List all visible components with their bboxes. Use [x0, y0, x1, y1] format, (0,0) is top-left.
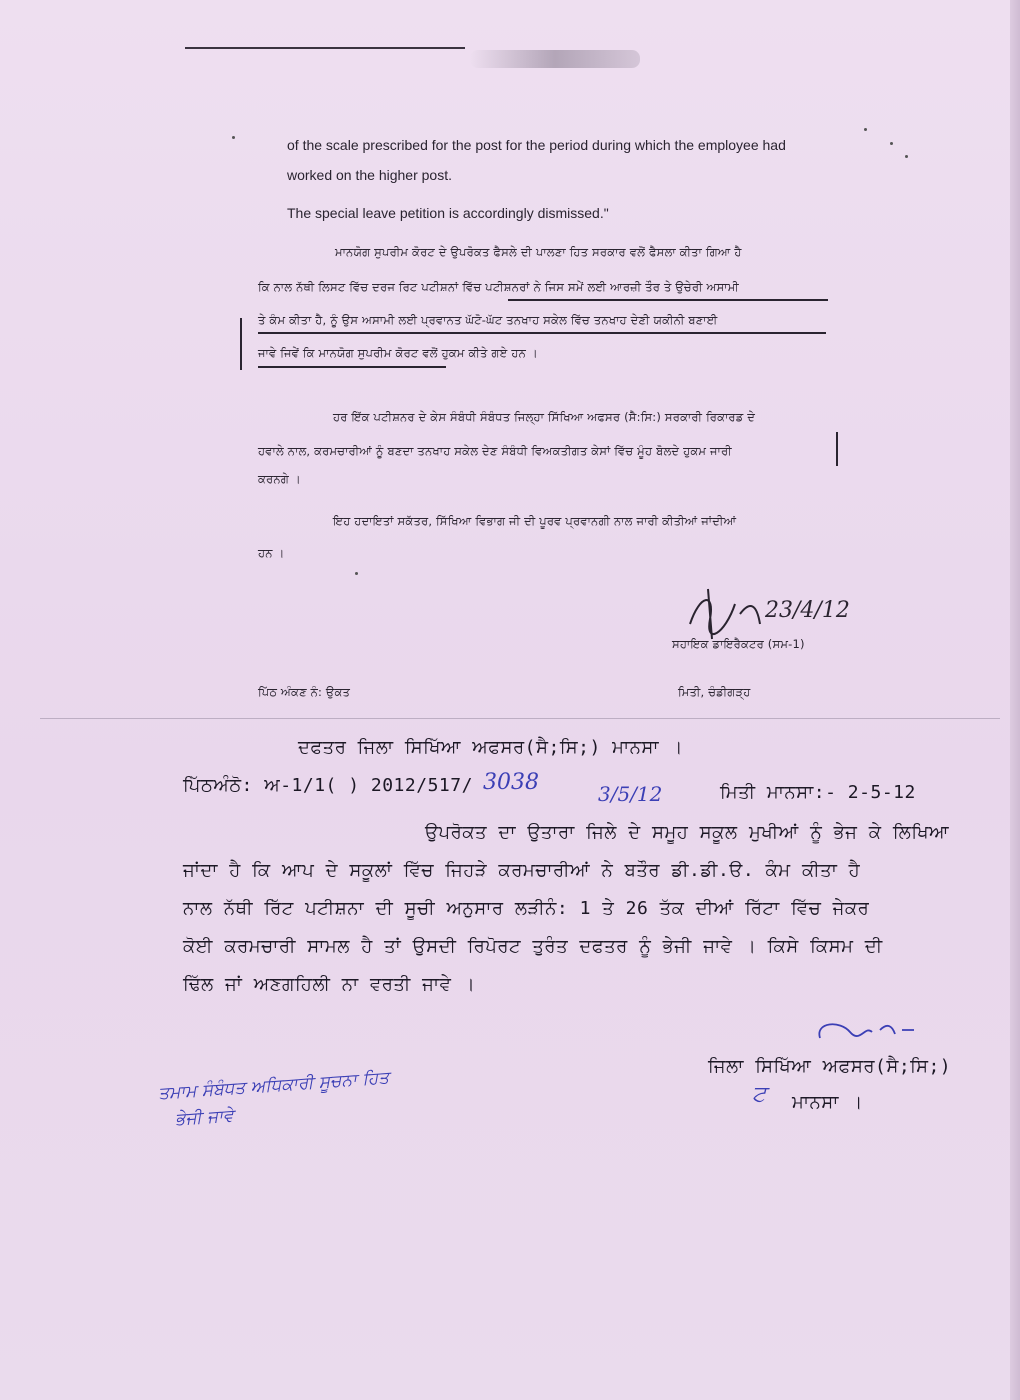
scan-speck — [355, 572, 358, 575]
paragraph-1-line-4: ਜਾਵੇ ਜਿਵੇਂ ਕਿ ਮਾਨਯੋਗ ਸੁਪਰੀਮ ਕੋਰਟ ਵਲੋਂ ਹੁਕਮ ਕੀਤੇ ਗਏ ਹਨ । — [258, 346, 538, 360]
endorsement-number: ਪਿੱਠ ਅੰਕਣ ਨੰ: ਉਕਤ — [258, 685, 351, 699]
handwritten-underline — [508, 299, 828, 301]
reference-number: ਪਿੱਠਅੰਠੋ: ਅ-1/1( ) 2012/517/ — [183, 775, 473, 796]
scan-speck — [890, 142, 893, 145]
top-rule-line — [185, 47, 465, 49]
paragraph-2-line-1: ਹਰ ਇੱਕ ਪਟੀਸ਼ਨਰ ਦੇ ਕੇਸ ਸੰਬੰਧੀ ਸੰਬੰਧਤ ਜਿਲ੍ਹਾ ਸਿੱਖਿਆ ਅਫਸਰ (ਸੈ:ਸਿ:) ਸਰਕਾਰੀ ਰਿਕਾਰਡ ਦੇ — [333, 410, 756, 424]
handwritten-dispatch-number: 3038 — [483, 770, 539, 795]
english-quote-line-2: worked on the higher post. — [287, 167, 452, 183]
handwritten-dispatch-date: 3/5/12 — [598, 782, 663, 806]
scan-speck — [905, 155, 908, 158]
english-quote-line-3: The special leave petition is accordingly dismissed." — [287, 205, 609, 221]
office-heading: ਦਫਤਰ ਜਿਲਾ ਸਿਖਿੱਆ ਅਫਸਰ(ਸੈ;ਸਿ;) ਮਾਨਸਾ । — [298, 737, 683, 758]
paragraph-1-line-1: ਮਾਨਯੋਗ ਸੁਪਰੀਮ ਕੋਰਟ ਦੇ ਉਪਰੋਕਤ ਫੈਸਲੇ ਦੀ ਪਾਲਣਾ ਹਿਤ ਸਰਕਾਰ ਵਲੋਂ ਫੈਸਲਾ ਕੀਤਾ ਗਿਆ ਹੈ — [335, 245, 742, 259]
paragraph-1-line-2: ਕਿ ਨਾਲ ਨੱਥੀ ਲਿਸਟ ਵਿੱਚ ਦਰਜ ਰਿਟ ਪਟੀਸ਼ਨਾਂ ਵਿੱਚ ਪਟੀਸ਼ਨਰਾਂ ਨੇ ਜਿਸ ਸਮੇਂ ਲਈ ਆਰਜ਼ੀ ਤੌਰ ਤੇ ਉਚੇਰੀ ਅਸਾਮੀ — [258, 280, 739, 294]
body-line-4: ਕੋਈ ਕਰਮਚਾਰੀ ਸਾਮਲ ਹੈ ਤਾਂ ਉਸਦੀ ਰਿਪੋਰਟ ਤੁਰੰਤ ਦਫਤਰ ਨੂੰ ਭੇਜੀ ਜਾਵੇ । ਕਿਸੇ ਕਿਸਮ ਦੀ — [183, 936, 883, 957]
paragraph-2-line-2: ਹਵਾਲੇ ਨਾਲ, ਕਰਮਚਾਰੀਆਂ ਨੂੰ ਬਣਦਾ ਤਨਖਾਹ ਸਕੇਲ ਦੇਣ ਸੰਬੰਧੀ ਵਿਅਕਤੀਗਤ ਕੇਸਾਂ ਵਿੱਚ ਮੂੰਹ ਬੋਲਦੇ ਹੁਕਮ ਜਾਰੀ — [258, 444, 732, 458]
section-divider — [40, 718, 1000, 719]
paragraph-1-line-3: ਤੇ ਕੰਮ ਕੀਤਾ ਹੈ, ਨੂੰ ਉਸ ਅਸਾਮੀ ਲਈ ਪ੍ਰਵਾਨਤ ਘੱਟੋ-ਘੱਟ ਤਨਖਾਹ ਸਕੇਲ ਵਿੱਚ ਤਨਖਾਹ ਦੇਣੀ ਯਕੀਨੀ ਬਣਾਈ — [258, 313, 718, 327]
paragraph-3-line-2: ਹਨ । — [258, 546, 285, 560]
designation-assistant-director: ਸਹਾਇਕ ਡਾਇਰੈਕਟਰ (ਸਮ-1) — [672, 637, 805, 651]
handwritten-bracket — [240, 318, 242, 370]
scan-speck — [232, 136, 235, 139]
body-line-5: ਢਿੱਲ ਜਾਂ ਅਣਗਹਿਲੀ ਨਾ ਵਰਤੀ ਜਾਵੇ । — [183, 974, 476, 995]
scan-speck — [864, 128, 867, 131]
handwritten-underline — [258, 332, 826, 334]
handwritten-underline — [258, 366, 446, 368]
handwritten-note-line-2: ਭੇਜੀ ਜਾਵੇ — [174, 1105, 235, 1131]
paragraph-2-line-3: ਕਰਨਗੇ । — [258, 472, 301, 486]
signature-date: 23/4/12 — [765, 598, 850, 623]
officer-initials — [810, 1010, 920, 1050]
place-date: ਮਿਤੀ, ਚੰਡੀਗੜ੍ਹ — [678, 685, 751, 699]
scan-smudge — [470, 50, 640, 68]
signoff-place: ਮਾਨਸਾ । — [792, 1092, 863, 1113]
letter-date: ਮਿਤੀ ਮਾਨਸਾ:- 2-5-12 — [720, 782, 916, 803]
english-quote-line-1: of the scale prescribed for the post for the period during which the employee had — [287, 137, 786, 153]
signoff-designation: ਜਿਲਾ ਸਿਖਿੱਆ ਅਫਸਰ(ਸੈ;ਸਿ;) — [708, 1056, 952, 1077]
handwritten-margin-mark — [836, 432, 838, 466]
body-line-1: ਉਪਰੋਕਤ ਦਾ ਉਤਾਰਾ ਜਿਲੇ ਦੇ ਸਮੂਹ ਸਕੂਲ ਮੁਖੀਆਂ ਨੂੰ ਭੇਜ ਕੇ ਲਿਖਿਆ — [425, 822, 950, 843]
handwritten-initial: ਟ — [752, 1082, 767, 1107]
handwritten-note-line-1: ਤਮਾਮ ਸੰਬੰਧਤ ਅਧਿਕਾਰੀ ਸੂਚਨਾ ਹਿਤ — [157, 1067, 390, 1105]
body-line-2: ਜਾਂਦਾ ਹੈ ਕਿ ਆਪ ਦੇ ਸਕੂਲਾਂ ਵਿੱਚ ਜਿਹੜੇ ਕਰਮਚਾਰੀਆਂ ਨੇ ਬਤੌਰ ਡੀ.ਡੀ.ੳ. ਕੰਮ ਕੀਤਾ ਹੈ — [183, 860, 861, 881]
body-line-3: ਨਾਲ ਨੱਥੀ ਰਿੱਟ ਪਟੀਸ਼ਨਾ ਦੀ ਸੂਚੀ ਅਨੁਸਾਰ ਲੜੀਨੰ: 1 ਤੇ 26 ਤੱਕ ਦੀਆਂ ਰਿੱਟਾ ਵਿੱਚ ਜੇਕਰ — [183, 898, 870, 919]
page-edge-shadow — [1010, 0, 1020, 1400]
paragraph-3-line-1: ਇਹ ਹਦਾਇਤਾਂ ਸਕੱਤਰ, ਸਿੱਖਿਆ ਵਿਭਾਗ ਜੀ ਦੀ ਪੂਰਵ ਪ੍ਰਵਾਨਗੀ ਨਾਲ ਜਾਰੀ ਕੀਤੀਆਂ ਜਾਂਦੀਆਂ — [333, 514, 737, 528]
